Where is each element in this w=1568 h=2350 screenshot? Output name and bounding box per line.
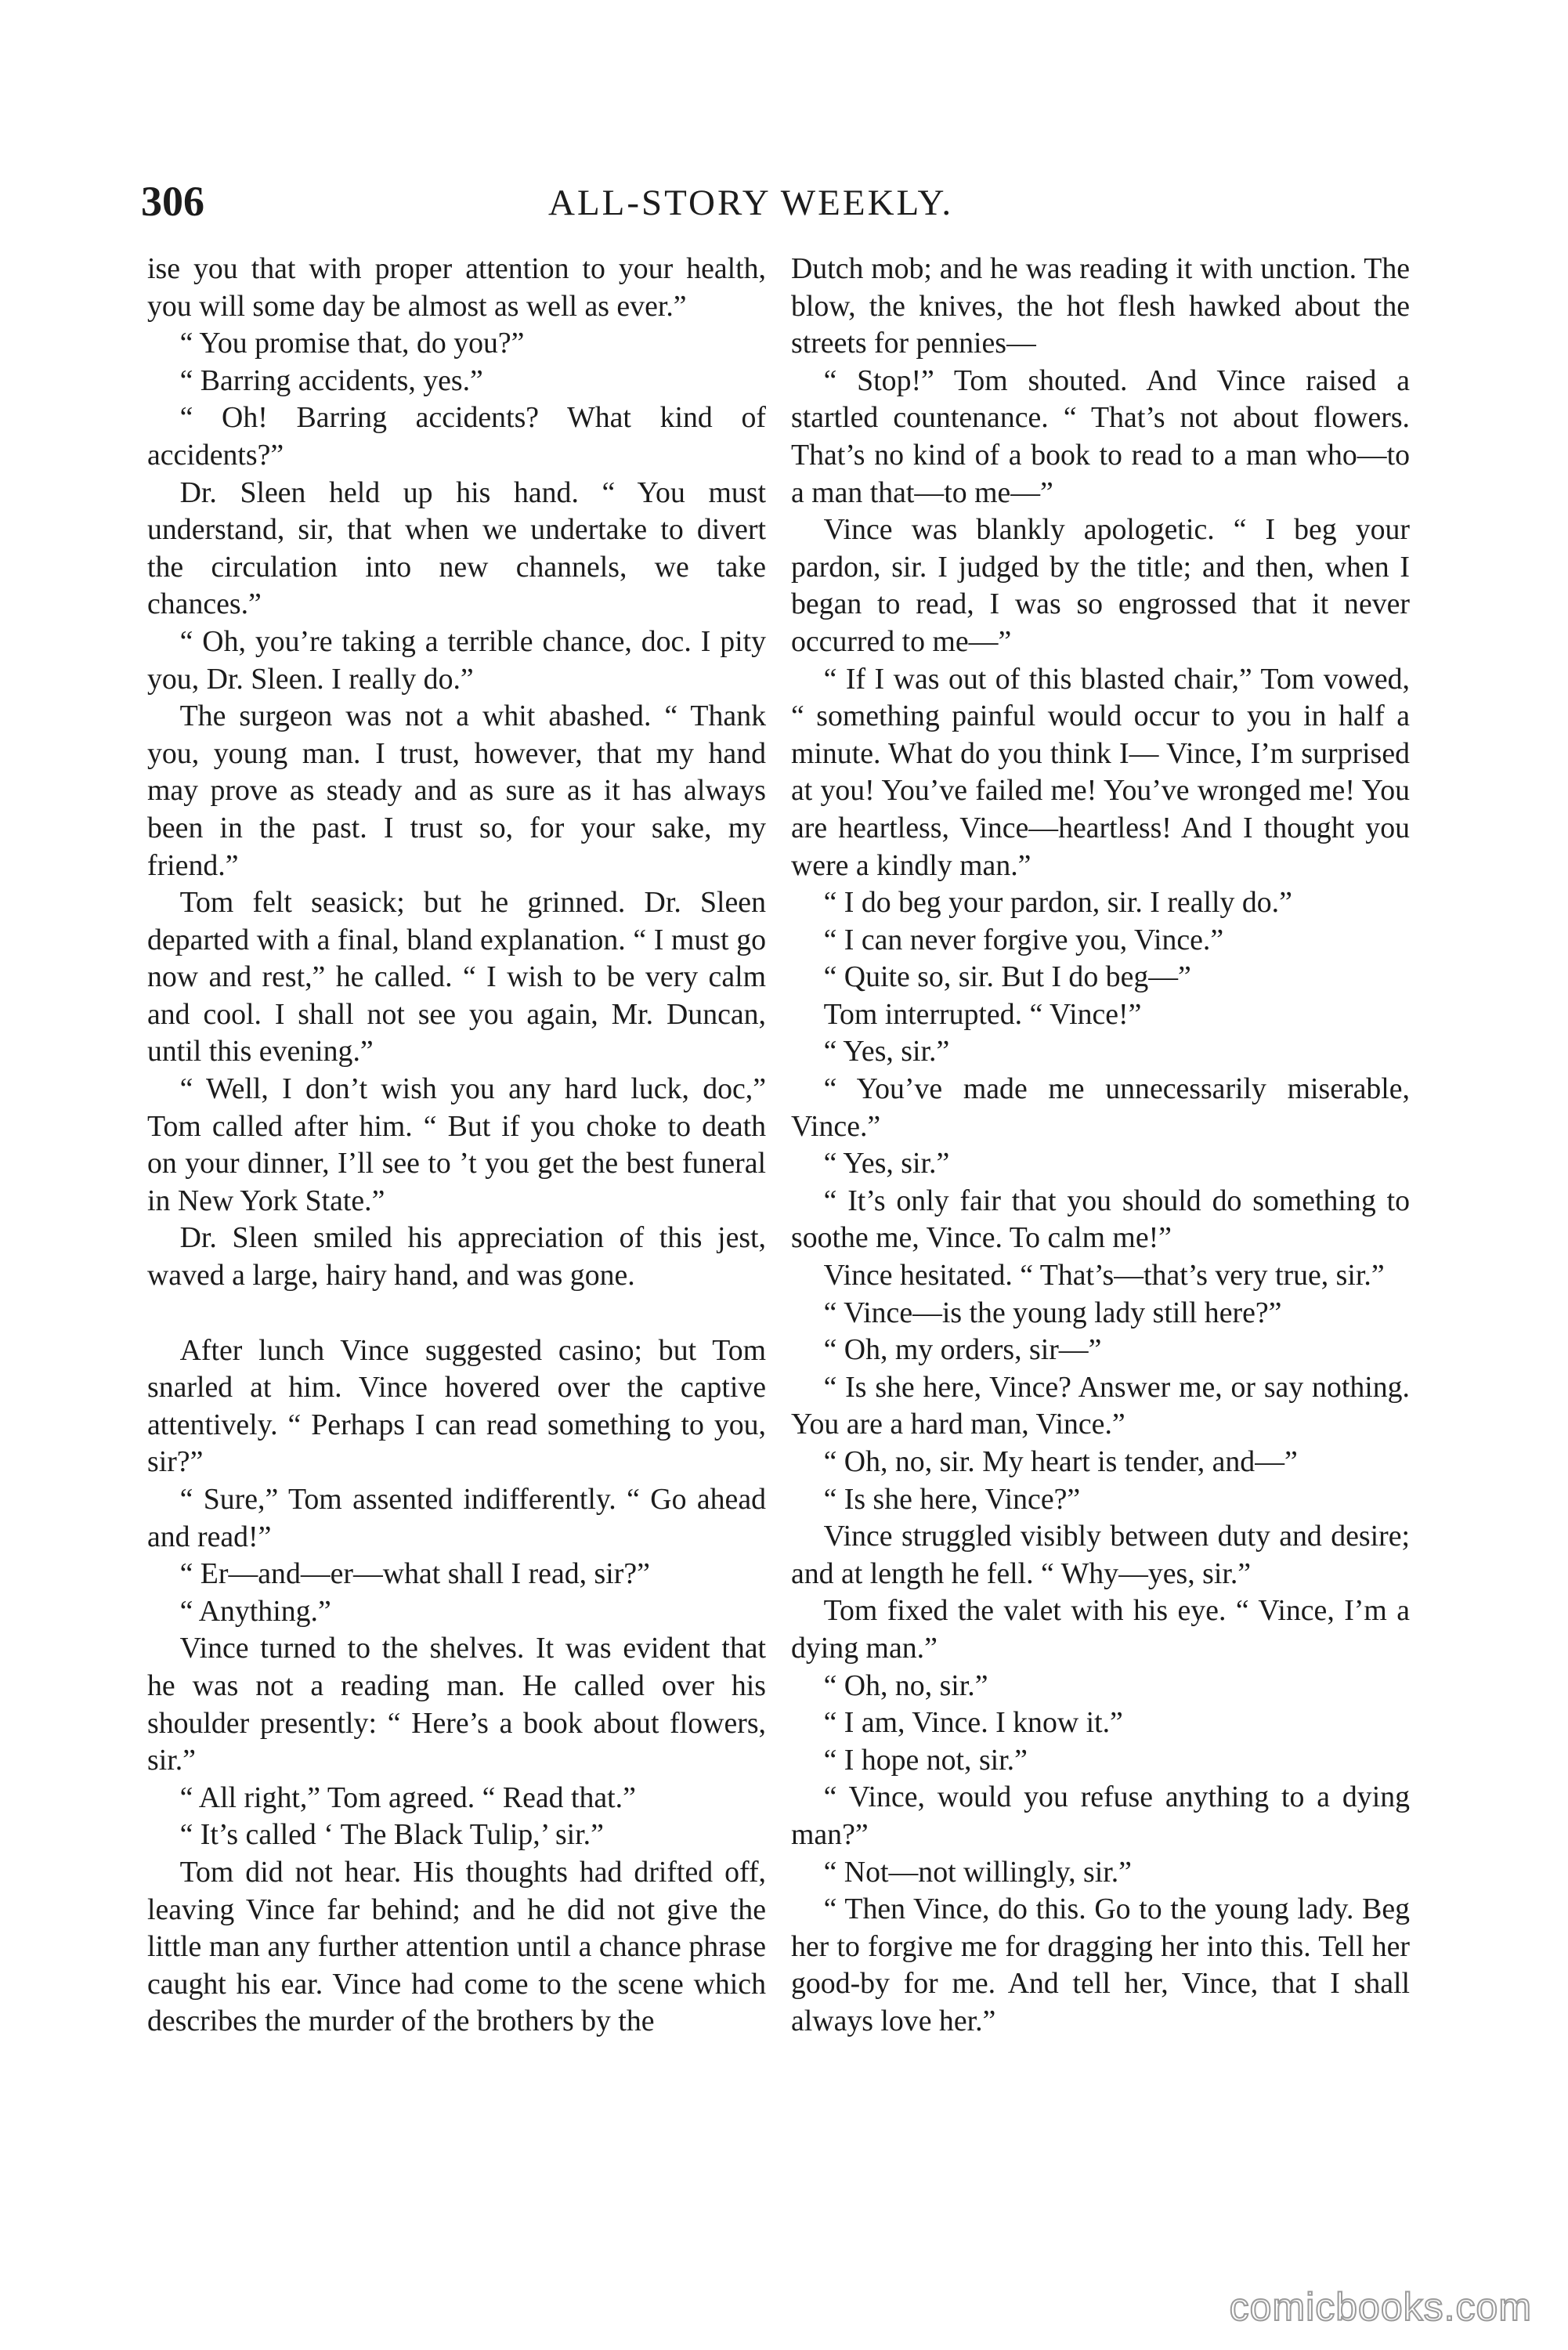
paragraph: “ It’s called ‘ The Black Tulip,’ sir.” bbox=[179, 1818, 604, 1852]
paragraph: Vince was blankly apologetic. “ I beg your pardon, sir. I judged by the title; and then, when I began to read, I was so engrossed that it never occurred to me—” bbox=[791, 513, 1410, 658]
running-head: ALL-STORY WEEKLY. bbox=[548, 183, 954, 223]
paragraph: “ Barring accidents, yes.” bbox=[179, 363, 483, 397]
paragraph: ise you that with proper attention to your health, you will some day be almost as well as ever.” bbox=[147, 252, 766, 323]
paragraph: “ All right,” Tom agreed. “ Read that.” bbox=[179, 1781, 636, 1814]
paragraph: “ Is she here, Vince? Answer me, or say nothing. You are a hard man, Vince.” bbox=[791, 1370, 1410, 1441]
paragraph: Tom did not hear. His thoughts had drifted off, leaving Vince far behind; and he did not give the little man any further attention until a chance phrase caught his ear. Vince had come to the scene which describes the murder of the brothers by the bbox=[147, 1855, 766, 2038]
paragraph: “ If I was out of this blasted chair,” Tom vowed, “ something painful would occur to you in half a minute. What do you think I— Vince, I’m surprised at you! You’ve failed me! You’ve wronged me! You are heartless, Vince—heartless! And I thought you were a kindly man.” bbox=[791, 662, 1410, 882]
paragraph: Tom interrupted. “ Vince!” bbox=[823, 997, 1142, 1031]
paragraph: Dutch mob; and he was reading it with unction. The blow, the knives, the hot flesh hawked about the streets for pennies— bbox=[791, 252, 1410, 360]
paragraph: “ Oh, my orders, sir—” bbox=[823, 1333, 1102, 1367]
paragraph: “ Stop!” Tom shouted. And Vince raised a startled countenance. “ That’s not about flowers. That’s no kind of a book to read to a man who—to a man that—to me—” bbox=[791, 363, 1410, 509]
paragraph: “ I can never forgive you, Vince.” bbox=[823, 923, 1224, 956]
paragraph: “ I am, Vince. I know it.” bbox=[823, 1706, 1123, 1740]
paragraph: “ I hope not, sir.” bbox=[823, 1743, 1028, 1777]
paragraph: “ Er—and—er—what shall I read, sir?” bbox=[179, 1557, 650, 1591]
paragraph: Vince turned to the shelves. It was evident that he was not a reading man. He called over his shoulder presently: “ Here’s a book about flowers, sir.” bbox=[147, 1632, 766, 1777]
paragraph: “ Yes, sir.” bbox=[823, 1035, 950, 1068]
paragraph: “ Is she here, Vince?” bbox=[823, 1482, 1081, 1516]
paragraph: “ Yes, sir.” bbox=[823, 1147, 950, 1180]
paragraph: Tom felt seasick; but he grinned. Dr. Sleen departed with a final, bland explanation. “ I must go now and rest,” he called. “ I wish to be very calm and cool. I shall not see you again, Mr. Duncan, until this evening.” bbox=[147, 886, 766, 1068]
paragraph: “ Oh, you’re taking a terrible chance, doc. I pity you, Dr. Sleen. I really do.” bbox=[147, 624, 766, 696]
paragraph: After lunch Vince suggested casino; but Tom snarled at him. Vince hovered over the captive attentively. “ Perhaps I can read something to you, sir?” bbox=[147, 1333, 766, 1479]
page-number: 306 bbox=[141, 178, 204, 225]
paragraph: The surgeon was not a whit abashed. “ Thank you, young man. I trust, however, that my hand may prove as steady and as sure as it has always been in the past. I trust so, for your sake, my friend.” bbox=[147, 700, 766, 882]
paragraph: “ You’ve made me unnecessarily miserable, Vince.” bbox=[791, 1072, 1410, 1143]
paragraph: Dr. Sleen held up his hand. “ You must understand, sir, that when we undertake to divert the circulation into new channels, we take chances.” bbox=[147, 475, 766, 621]
paragraph: Vince struggled visibly between duty and desire; and at length he fell. “ Why—yes, sir.” bbox=[791, 1520, 1410, 1590]
paragraph: “ Vince, would you refuse anything to a dying man?” bbox=[791, 1781, 1410, 1851]
right-column bbox=[791, 251, 1410, 2041]
paragraph: “ Then Vince, do this. Go to the young lady. Beg her to forgive me for dragging her into this. Tell her good-by for me. And tell her, Vince, that I shall always love her.” bbox=[791, 1893, 1410, 2037]
paragraph: “ Oh, no, sir.” bbox=[823, 1668, 988, 1702]
paragraph: “ Vince—is the young lady still here?” bbox=[823, 1296, 1282, 1329]
paragraph: Tom fixed the valet with his eye. “ Vince, I’m a dying man.” bbox=[791, 1594, 1410, 1665]
paragraph: “ Sure,” Tom assented indifferently. “ Go ahead and read!” bbox=[147, 1483, 766, 1553]
paragraph: “ I do beg your pardon, sir. I really do.” bbox=[823, 886, 1292, 920]
paragraph: “ It’s only fair that you should do something to soothe me, Vince. To calm me!” bbox=[791, 1184, 1410, 1255]
paragraph: “ Quite so, sir. But I do beg—” bbox=[823, 960, 1191, 994]
left-column bbox=[147, 251, 766, 2041]
paragraph: “ You promise that, do you?” bbox=[179, 327, 525, 360]
watermark: comicbooks.com bbox=[1229, 2285, 1532, 2329]
paragraph: “ Oh, no, sir. My heart is tender, and—” bbox=[823, 1445, 1298, 1478]
paragraph: “ Anything.” bbox=[179, 1594, 331, 1628]
paragraph: Dr. Sleen smiled his appreciation of this jest, waved a large, hairy hand, and was gone. bbox=[147, 1221, 766, 1292]
paragraph: “ Oh! Barring accidents? What kind of accidents?” bbox=[147, 401, 766, 472]
paragraph: Vince hesitated. “ That’s—that’s very true, sir.” bbox=[823, 1259, 1385, 1292]
paragraph: “ Well, I don’t wish you any hard luck, doc,” Tom called after him. “ But if you choke to death on your dinner, I’ll see to ’t you get the best funeral in New York State.” bbox=[147, 1072, 766, 1217]
paragraph: “ Not—not willingly, sir.” bbox=[823, 1855, 1132, 1889]
